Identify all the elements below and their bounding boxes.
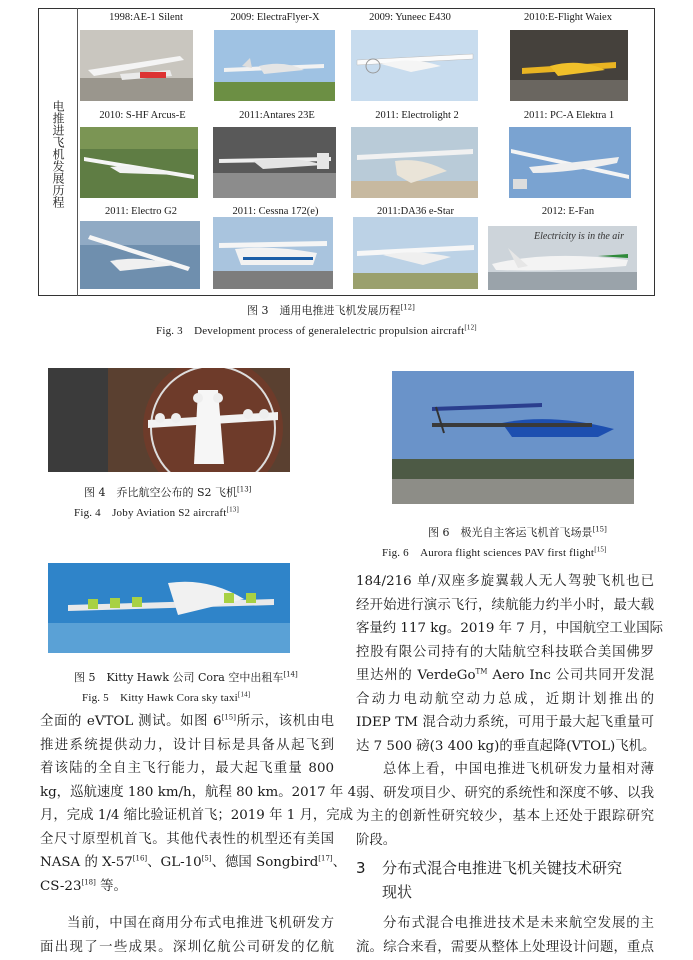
right-paragraph-3 bbox=[356, 912, 654, 959]
figure-5-caption-en: Fig. 5 Kitty Hawk Cora sky taxi[14] bbox=[82, 690, 251, 704]
figure-4-caption-zh: 图 4 乔比航空公布的 S2 飞机[13] bbox=[84, 485, 252, 499]
left-paragraph-2 bbox=[40, 912, 334, 959]
photo-eflight-waiex bbox=[510, 30, 628, 101]
photo-shf-arcus-e bbox=[80, 127, 198, 198]
photo-electrolight-2 bbox=[351, 127, 478, 198]
photo-joby-s2 bbox=[48, 368, 290, 472]
photo-cessna-172e bbox=[213, 217, 333, 289]
photo-electraflyer-x bbox=[214, 30, 335, 101]
fig3-cell-title: 2010:E-Flight Waiex bbox=[524, 12, 612, 23]
figure-6-caption-en: Fig. 6 Aurora flight sciences PAV first flight[15] bbox=[382, 545, 607, 559]
text-line: 全面的 eVTOL 测试。如图 6[15]所示，该机由电 bbox=[40, 713, 335, 729]
text-line: NASA 的 X-57[16]、GL-10[5]、德国 Songbird[17]、 bbox=[40, 854, 347, 870]
photo-pca-elektra-1 bbox=[509, 127, 631, 198]
photo-da36-estar bbox=[353, 217, 478, 289]
text-line: 里达州的 VerdeGo™ Aero Inc 公司共同开发混 bbox=[356, 667, 654, 683]
photo-electro-g2 bbox=[80, 221, 200, 289]
text-line: CS-23[18] 等。 bbox=[40, 878, 127, 894]
text-line: 184/216 单/双座多旋翼载人无人驾驶飞机也已 bbox=[356, 574, 654, 589]
figure-3-side-panel bbox=[38, 8, 78, 296]
figure-3-side-label: 电推进飞机发展历程 bbox=[51, 100, 65, 208]
text-line: 分布式混合电推进技术是未来航空发展的主 bbox=[383, 916, 654, 931]
photo-yuneec-e430 bbox=[351, 30, 478, 101]
text-line: kg，巡航速度 180 km/h，航程 80 km。2017 年 4 bbox=[40, 784, 357, 800]
text-line: 面出现了一些成果。深圳亿航公司研发的亿航 bbox=[40, 939, 334, 955]
photo-ae1-silent bbox=[80, 30, 193, 101]
text-line: 着该陆的全自主飞行能力，最大起飞重量 800 bbox=[40, 761, 334, 776]
fig3-cell-title: 2011:Antares 23E bbox=[239, 110, 315, 121]
text-line: 总体上看，中国电推进飞机研发力量相对薄 bbox=[383, 762, 654, 777]
text-line: 达 7 500 磅(3 400 kg)的垂直起降(VTOL)飞机。 bbox=[356, 738, 656, 754]
fig3-cell-title: 2010: S-HF Arcus-E bbox=[99, 110, 186, 121]
fig3-cell-title: 2011: Electro G2 bbox=[105, 206, 177, 217]
photo-antares-23e bbox=[213, 127, 336, 198]
figure-6-caption-zh: 图 6 极光自主客运飞机首飞场景[15] bbox=[428, 525, 607, 539]
photo-kitty-hawk-cora bbox=[48, 563, 290, 653]
left-paragraph-1 bbox=[40, 710, 357, 898]
fig3-cell-title: 2011:DA36 e-Star bbox=[377, 206, 454, 217]
text-line: 合动力电动航空动力总成，近期计划推出的 bbox=[356, 691, 654, 707]
fig3-cell-title: 2011: PC-A Elektra 1 bbox=[523, 110, 615, 121]
section-heading bbox=[356, 856, 656, 904]
fig3-cell-title: 2011: Electrolight 2 bbox=[375, 110, 459, 121]
text-line: IDEP TM 混合动力系统，可用于最大起飞重量可 bbox=[356, 715, 654, 730]
section-number: 3 bbox=[356, 859, 366, 877]
section-title-line-1: 分布式混合电推进飞机关键技术研究 bbox=[382, 859, 623, 877]
fig3-cell-title: 2009: ElectraFlyer-X bbox=[230, 12, 320, 23]
text-line: 流。综合来看，需要从整体上处理设计问题，重点 bbox=[356, 939, 654, 955]
fig3-cell-title: 1998:AE-1 Silent bbox=[109, 12, 183, 23]
text-line: 全尺寸原型机首飞。其他代表性的机型还有美国 bbox=[40, 831, 334, 847]
text-line: 控股有限公司持有的大陆航空科技联合美国佛罗 bbox=[356, 644, 654, 660]
text-line: 弱、研发项目少、研究的系统性和深度不够、以我 bbox=[356, 785, 654, 801]
photo-e-fan bbox=[488, 226, 637, 290]
fig3-cell-title: 2011: Cessna 172(e) bbox=[232, 206, 319, 217]
photo-aurora-pav bbox=[392, 371, 634, 504]
text-line: 月，完成 1/4 缩比验证机首飞；2019 年 1 月，完成 bbox=[40, 808, 354, 823]
right-paragraph-2 bbox=[356, 758, 654, 852]
right-paragraph-1 bbox=[356, 570, 663, 758]
text-line: 经开始进行演示飞行，续航能力约半小时，最大载 bbox=[356, 597, 654, 613]
fig3-cell-title: 2009: Yuneec E430 bbox=[369, 12, 451, 23]
fig3-cell-title: 2012: E-Fan bbox=[541, 206, 595, 217]
text-line: 为主的创新性研究较少，基本上还处于跟踪研究 bbox=[356, 809, 654, 824]
figure-4-caption-en: Fig. 4 Joby Aviation S2 aircraft[13] bbox=[74, 505, 240, 519]
efan-overlay-text: Electricity is in the air bbox=[534, 231, 624, 242]
text-line: 阶段。 bbox=[356, 832, 397, 848]
text-line: 客量约 117 kg。2019 年 7 月，中国航空工业国际 bbox=[356, 621, 663, 636]
figure-3-caption-zh: 图 3 通用电推进飞机发展历程[12] bbox=[247, 303, 415, 317]
figure-5-caption-zh: 图 5 Kitty Hawk 公司 Cora 空中出租车[14] bbox=[74, 670, 298, 684]
text-line: 当前，中国在商用分布式电推进飞机研发方 bbox=[67, 916, 334, 931]
section-title-line-2: 现状 bbox=[382, 883, 413, 901]
text-line: 推进系统提供动力，设计目标是具备从起飞到 bbox=[40, 737, 334, 753]
figure-3-caption-en: Fig. 3 Development process of generalelectric propulsion aircraft[12] bbox=[156, 323, 477, 337]
